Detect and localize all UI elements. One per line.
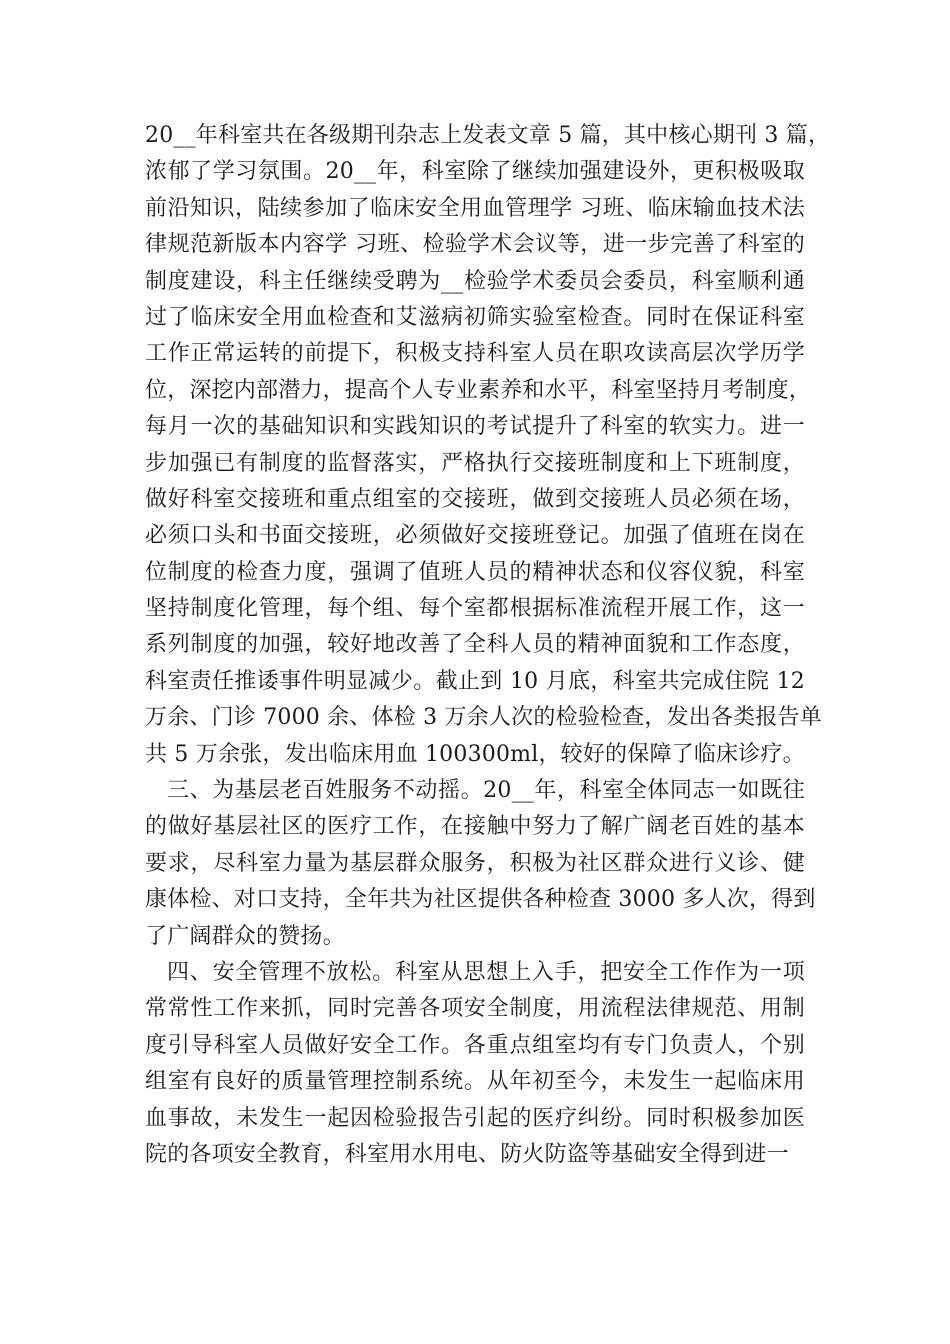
document-body [145, 118, 831, 1173]
text-line: 度引导科室人员做好安全工作。各重点组室均有专门负责人，个别 [145, 1032, 805, 1058]
paragraph [145, 118, 831, 773]
text-line: 组室有良好的质量管理控制系统。从年初至今，未发生一起临床用 [145, 1069, 805, 1095]
text-line: 做好科室交接班和重点组室的交接班，做到交接班人员必须在场， [145, 486, 805, 512]
text-line: 四、安全管理不放松。科室从思想上入手，把安全工作作为一项 [167, 959, 805, 985]
paragraph [145, 773, 816, 955]
text-line: 每月一次的基础知识和实践知识的考试提升了科室的软实力。进一 [145, 414, 805, 440]
text-line: 位，深挖内部潜力，提高个人专业素养和水平，科室坚持月考制度， [145, 377, 812, 403]
text-line: 前沿知识，陆续参加了临床安全用血管理学 习班、临床输血技术法 [145, 195, 805, 221]
text-line: 制度建设，科主任继续受聘为__检验学术委员会委员，科室顺利通 [145, 268, 805, 294]
text-line: 血事故，未发生一起因检验报告引起的医疗纠纷。同时积极参加医 [145, 1105, 805, 1131]
text-line: 坚持制度化管理，每个组、每个室都根据标准流程开展工作，这一 [145, 596, 805, 622]
text-line: 位制度的检查力度，强调了值班人员的精神状态和仪容仪貌，科室 [145, 559, 805, 585]
text-line: 共 5 万余张，发出临床用血 100300ml，较好的保障了临床诊疗。 [145, 741, 805, 767]
text-line: 院的各项安全教育，科室用水用电、防火防盗等基础安全得到进一 [145, 1141, 789, 1167]
paragraph [145, 955, 805, 1173]
text-line: 常常性工作来抓，同时完善各项安全制度，用流程法律规范、用制 [145, 996, 805, 1022]
text-line: 必须口头和书面交接班，必须做好交接班登记。加强了值班在岗在 [145, 523, 805, 549]
text-line: 过了临床安全用血检查和艾滋病初筛实验室检查。同时在保证科室 [145, 304, 805, 330]
text-line: 的做好基层社区的医疗工作，在接触中努力了解广阔老百姓的基本 [145, 814, 805, 840]
text-line: 工作正常运转的前提下，积极支持科室人员在职攻读高层次学历学 [145, 341, 805, 367]
text-line: 律规范新版本内容学 习班、检验学术会议等，进一步完善了科室的 [145, 232, 805, 258]
text-line: 步加强已有制度的监督落实，严格执行交接班制度和上下班制度， [145, 450, 805, 476]
text-line: 康体检、对口支持，全年共为社区提供各种检查 3000 多人次，得到 [145, 887, 816, 913]
text-line: 万余、门诊 7000 余、体检 3 万余人次的检验检查，发出各类报告单 [145, 705, 822, 731]
text-line: 三、为基层老百姓服务不动摇。20__年，科室全体同志一如既往 [167, 778, 805, 804]
text-line: 系列制度的加强，较好地改善了全科人员的精神面貌和工作态度， [145, 632, 805, 658]
text-line: 浓郁了学习氛围。20__年，科室除了继续加强建设外，更积极吸取 [145, 159, 805, 185]
text-line: 科室责任推诿事件明显减少。截止到 10 月底，科室共完成住院 12 [145, 668, 805, 694]
text-line: 了广阔群众的赞扬。 [145, 923, 345, 949]
text-line: 要求，尽科室力量为基层群众服务，积极为社区群众进行义诊、健 [145, 850, 805, 876]
text-line: 20__年科室共在各级期刊杂志上发表文章 5 篇，其中核心期刊 3 篇， [145, 123, 831, 148]
